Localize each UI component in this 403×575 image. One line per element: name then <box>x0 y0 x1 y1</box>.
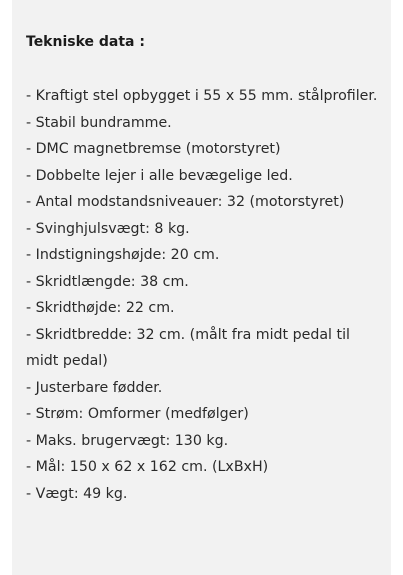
spec-item-stride-length: - Skridtlængde: 38 cm. <box>26 273 189 290</box>
spec-item-weight: - Vægt: 49 kg. <box>26 485 128 502</box>
spec-item-base-frame: - Stabil bundramme. <box>26 114 172 131</box>
spec-item-bearings: - Dobbelte lejer i alle bevægelige led. <box>26 167 293 184</box>
spec-heading: Tekniske data : <box>26 34 145 50</box>
spec-item-resistance-levels: - Antal modstandsniveauer: 32 (motorstyret) <box>26 194 345 210</box>
spec-card <box>12 0 391 575</box>
spec-item-construction: - Kraftigt stel opbygget i 55 x 55 mm. stålprofiler. <box>26 88 378 104</box>
spec-item-power: - Strøm: Omformer (medfølger) <box>26 406 249 422</box>
spec-item-stride-height: - Skridthøjde: 22 cm. <box>26 300 175 316</box>
spec-item-dimensions: - Mål: 150 x 62 x 162 cm. (LxBxH) <box>26 459 269 475</box>
spec-item-adjustable-feet: - Justerbare fødder. <box>26 379 163 396</box>
spec-list <box>26 83 391 507</box>
spec-item-stride-width: - Skridtbredde: 32 cm. (målt fra midt pedal til midt pedal) <box>26 326 355 369</box>
spec-item-max-user-weight: - Maks. brugervægt: 130 kg. <box>26 432 229 449</box>
spec-item-step-height: - Indstigningshøjde: 20 cm. <box>26 247 220 263</box>
spec-item-flywheel-weight: - Svinghjulsvægt: 8 kg. <box>26 220 190 237</box>
spec-item-brake: - DMC magnetbremse (motorstyret) <box>26 141 281 157</box>
